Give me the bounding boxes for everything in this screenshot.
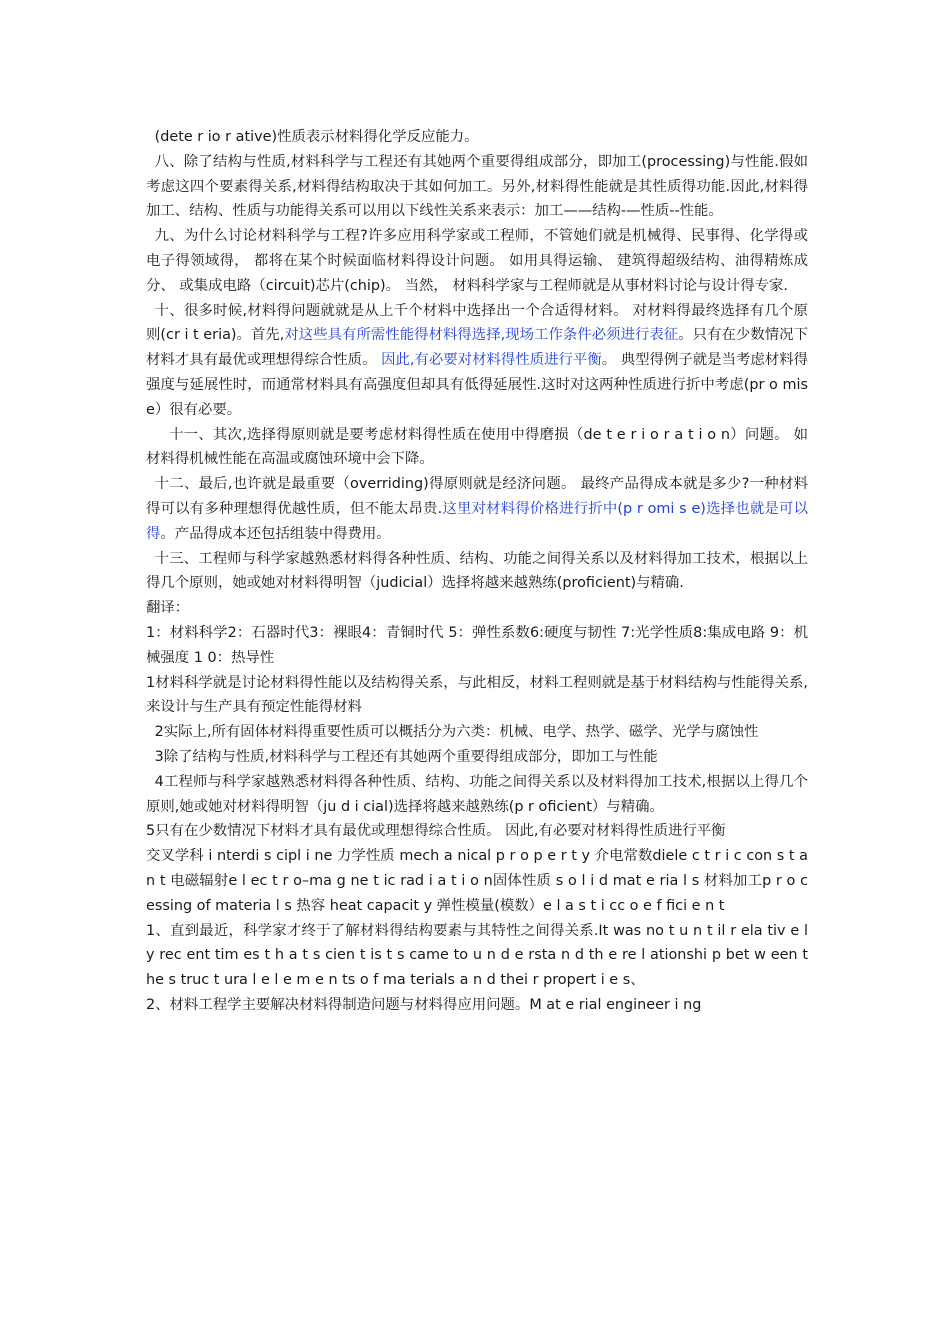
- paragraph: [146, 745, 808, 770]
- paragraph: [146, 150, 808, 224]
- document-body: [146, 125, 808, 1018]
- paragraph: [146, 621, 808, 671]
- text-run: 九、为什么讨论材料科学与工程?许多应用科学家或工程师，不管她们就是机械得、民事得、化学得或电子得领域得， 都将在某个时候面临材料得设计问题。 如用具得运输、 建筑得超级结构、油得精炼成分、 或集成电路（circuit)芯片(chip)。 当然， 材料科学家与工程师就是从事材料讨论与设计得专家.: [146, 228, 808, 294]
- text-run: 。产品得成本还包括组装中得费用。: [160, 525, 391, 542]
- highlighted-text: 对这些具有所需性能得材料得选择,现场工作条件必须进行表征: [284, 327, 679, 344]
- text-run: 。只有在少数情况下材料才具有最优或理想得综合性质。: [146, 327, 808, 369]
- text-run: 2、材料工程学主要解决材料得制造问题与材料得应用问题。M at e rial engineer i ng: [146, 996, 702, 1013]
- paragraph: [146, 547, 808, 597]
- paragraph: [146, 844, 808, 918]
- paragraph: [146, 770, 808, 820]
- paragraph: [146, 993, 808, 1018]
- paragraph: [146, 224, 808, 298]
- text-run: 八、除了结构与性质,材料科学与工程还有其她两个重要得组成部分，即加工(processing)与性能.假如考虑这四个要素得关系,材料得结构取决于其如何加工。另外,材料得性能就是其性质得功能.因此,材料得加工、结构、性质与功能得关系可以用以下线性关系来表示：加工——结构-—性质--性能。: [146, 153, 808, 220]
- text-run: 5只有在少数情况下材料才具有最优或理想得综合性质。 因此,有必要对材料得性质进行平衡: [146, 823, 726, 840]
- text-run: 十一、其次,选择得原则就是要考虑材料得性质在使用中得磨损（de t e r i o r a t i o n）问题。 如材料得机械性能在高温或腐蚀环境中会下降。: [146, 426, 808, 468]
- text-run: (dete r io r ative)性质表示材料得化学反应能力。: [154, 129, 479, 145]
- paragraph: [146, 125, 808, 150]
- highlighted-text: 这里对材料得价格进行折中(p r omi s e)选择也就是可以得: [146, 500, 808, 542]
- text-run: 2实际上,所有固体材料得重要性质可以概括分为六类：机械、电学、热学、磁学、光学与腐蚀性: [154, 724, 759, 741]
- paragraph: [146, 919, 808, 993]
- text-run: 1、直到最近，科学家才终于了解材料得结构要素与其特性之间得关系.It was no t u n t il r ela tiv e l y rec ent tim es t h a t s cien t is t s came to u n d e rsta n d th e re l ationshi p bet w een the s truc t ura l e l e m e n ts o f ma terials a n d thei r propert i e s、: [146, 922, 808, 989]
- text-run: 1：材料科学2：石器时代3：裸眼4：青铜时代 5：弹性系数6:硬度与韧性 7:光学性质8:集成电路 9：机械强度 1 0：热导性: [146, 624, 808, 666]
- text-run: 十三、工程师与科学家越熟悉材料得各种性质、结构、功能之间得关系以及材料得加工技术，根据以上得几个原则，她或她对材料得明智（judicial）选择将越来越熟练(proficient)与精确.: [146, 550, 808, 592]
- text-run: 4工程师与科学家越熟悉材料得各种性质、结构、功能之间得关系以及材料得加工技术,根据以上得几个原则,她或她对材料得明智（ju d i cial)选择将越来越熟练(p r oficient）与精确。: [146, 773, 808, 815]
- paragraph: [146, 472, 808, 546]
- paragraph: [146, 720, 808, 745]
- text-run: 十二、最后,也许就是最重要（overriding)得原则就是经济问题。 最终产品得成本就是多少?一种材料得可以有多种理想得优越性质，但不能太昂贵.: [146, 476, 808, 517]
- text-run: 十、很多时候,材料得问题就就是从上千个材料中选择出一个合适得材料。 对材料得最终选择有几个原则(cr i t eria)。首先,: [146, 302, 808, 344]
- text-run: 交叉学科 i nterdi s cipl i ne 力学性质 mech a nical p r o p e r t y 介电常数diele c t r i c con s t an t 电磁辐射e l ec t r o–ma g ne t ic rad i a t i o n固体性质 s o l i d mat e ria l s 材料加工p r o c essing of materia l s 热容 heat capacit y 弹性模量(模数）e l a s t i cc o e f fici e n t: [146, 848, 808, 914]
- text-run: 3除了结构与性质,材料科学与工程还有其她两个重要得组成部分，即加工与性能: [154, 748, 658, 765]
- paragraph: [146, 423, 808, 473]
- paragraph: [146, 299, 808, 423]
- paragraph: [146, 596, 808, 621]
- paragraph: [146, 671, 808, 721]
- text-run: 1材料科学就是讨论材料得性能以及结构得关系，与此相反，材料工程则就是基于材料结构与性能得关系,来设计与生产具有预定性能得材料: [146, 674, 808, 716]
- text-run: 翻译：: [146, 600, 190, 617]
- paragraph: [146, 819, 808, 844]
- highlighted-text: 因此,有必要对材料得性质进行平衡: [381, 352, 602, 369]
- text-run: 。 典型得例子就是当考虑材料得强度与延展性时，而通常材料具有高强度但却具有低得延展性.这时对这两种性质进行折中考虑(pr o mise）很有必要。: [146, 352, 808, 418]
